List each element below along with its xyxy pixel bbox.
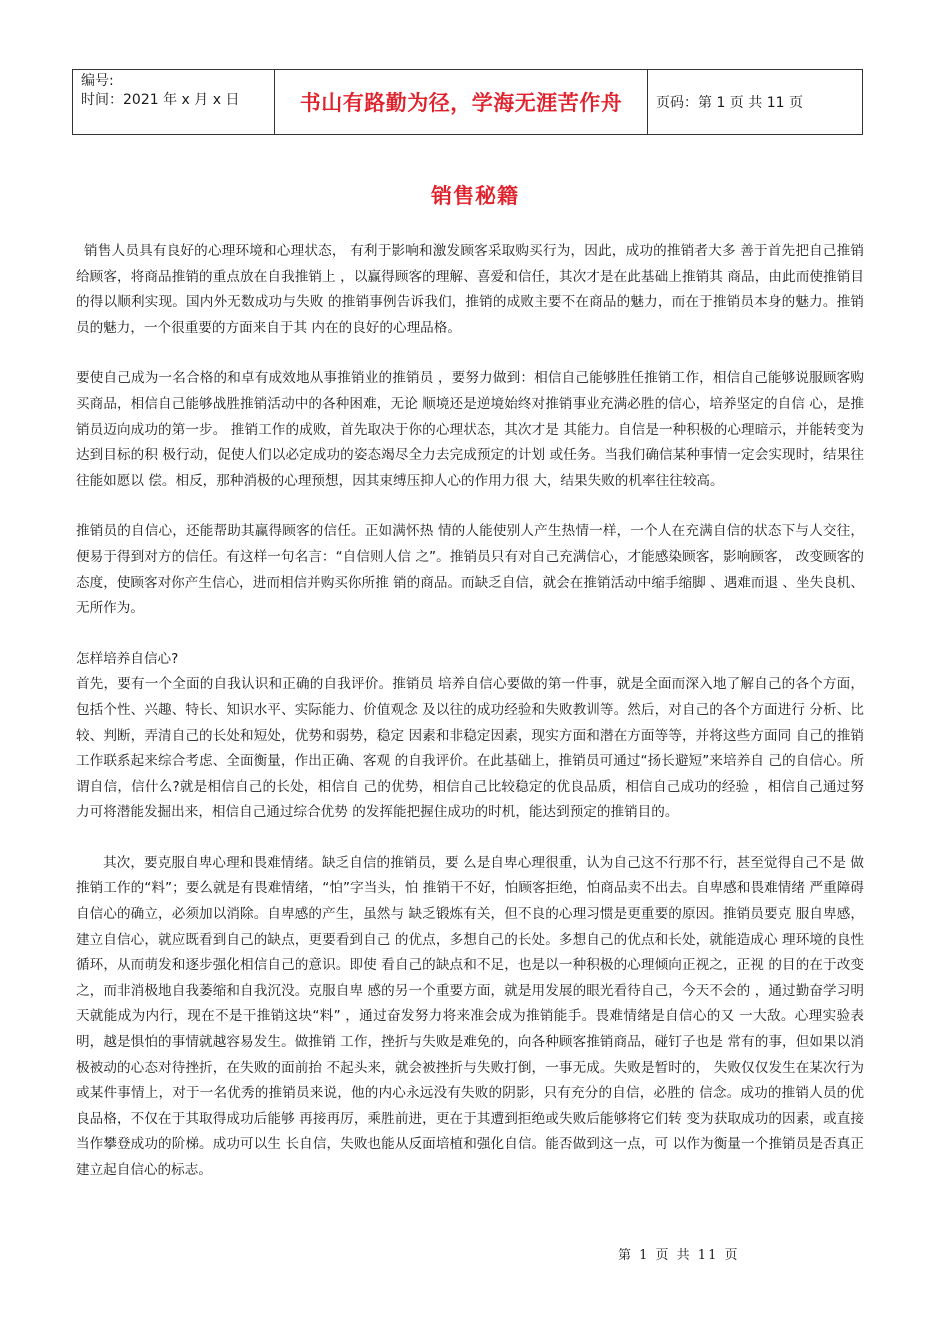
header-page-info: 页码：第 1 页 共 11 页 [656, 95, 803, 111]
body-paragraph: 销售人员具有良好的心理环境和心理状态， 有利于影响和激发顾客采取购买行为，因此，成功的推销者大多 善于首先把自己推销给顾客，将商品推销的重点放在自我推销上 ，以赢得顾客的理解、喜爱和信任，其次才是在此基础上推销其 商品，由此而使推销目的得以顺利实现。国内外无数成功与失败 的推销事例告诉我们，推销的成败主要不在商品的魅力，而在于推销员本身的魅力。推销员的魅力，一个很重要的方面来自于其 内在的良好的心理品格。 [76, 243, 864, 336]
body-paragraph: 首先，要有一个全面的自我认识和正确的自我评价。推销员 培养自信心要做的第一件事，就是全面而深入地了解自己的各个方面，包括个性、兴趣、特长、知识水平、实际能力、价值观念 及以往的成功经验和失败教训等。然后，对自己的各个方面进行 分析、比较、判断，弄清自己的长处和短处，优势和弱势，稳定 因素和非稳定因素，现实方面和潜在方面等等，并将这些方面同 自己的推销工作联系起来综合考虑、全面衡量，作出正确、客观 的自我评价。在此基础上，推销员可通过“扬长避短”来培养自 己的自信心。所谓自信，信什么?就是相信自己的长处，相信自 己的优势，相信自己比较稳定的优良品质，相信自己成功的经验 ，相信自己通过努力可将潜能发掘出来，相信自己通过综合优势 的发挥能把握住成功的时机，能达到预定的推销目的。 [76, 676, 864, 821]
document-number-label: 编号: [81, 73, 114, 89]
body-paragraph: 其次，要克服自卑心理和畏难情绪。缺乏自信的推销员，要 么是自卑心理很重，认为自己这不行那不行，甚至觉得自己不是 做推销工作的“料”；要么就是有畏难情绪，“怕”字当头，怕 推销干不好，怕顾客拒绝，怕商品卖不出去。自卑感和畏难情绪 严重障碍自信心的确立，必须加以消除。自卑感的产生，虽然与 缺乏锻炼有关，但不良的心理习惯是更重要的原因。推销员要克 服自卑感，建立自信心，就应既看到自己的缺点，更要看到自己 的优点，多想自己的长处。多想自己的优点和长处，就能造成心 理环境的良性循环，从而萌发和逐步强化相信自己的意识。即使 看自己的缺点和不足，也是以一种积极的心理倾向正视之，正视 的目的在于改变之，而非消极地自我萎缩和自我沉没。克服自卑 感的另一个重要方面，就是用发展的眼光看待自己，今天不会的 ，通过勤奋学习明天就能成为内行，现在不是干推销这块“料” ，通过奋发努力将来准会成为推销能手。畏难情绪是自信心的又 一大敌。心理实验表明，越是惧怕的事情就越容易发生。做推销 工作，挫折与失败是难免的，向各种顾客推销商品，碰钉子也是 常有的事，但如果以消极被动的心态对待挫折，在失败的面前抬 不起头来，就会被挫折与失败打倒，一事无成。失败是暂时的， 失败仅仅发生在某次行为或某件事情上，对于一名优秀的推销员来说，他的内心永远没有失败的阴影，只有充分的自信，必胜的 信念。成功的推销人员的优良品格，不仅在于其取得成功后能够 再接再厉，乘胜前进，更在于其遭到拒绝或失败后能够将它们转 变为获取成功的因素，或直接当作攀登成功的阶梯。成功可以生 长自信，失败也能从反面培植和强化自信。能否做到这一点，可 以作为衡量一个推销员是否真正建立起自信心的标志。 [76, 854, 864, 1178]
body-paragraph: 推销员的自信心，还能帮助其赢得顾客的信任。正如满怀热 情的人能使别人产生热情一样，一个人在充满自信的状态下与人交往，便易于得到对方的信任。有这样一句名言：“自信则人信 之”。推销员只有对自己充满信心，才能感染顾客，影响顾客， 改变顾客的态度，使顾客对你产生信心，进而相信并购买你所推 销的商品。而缺乏自信，就会在推销活动中缩手缩脚 、遇难而退 、坐失良机、无所作为。 [76, 523, 864, 617]
header-table [72, 69, 863, 135]
page-footer: 第 1 页 共 11 页 [618, 1248, 740, 1263]
document-time-label: 时间：2021 年 x 月 x 日 [81, 92, 240, 108]
document-title: 销售秘籍 [431, 184, 519, 208]
document-body [76, 239, 864, 1184]
header-meta-cell [73, 70, 275, 134]
section-heading: 怎样培养自信心? [76, 650, 179, 667]
header-motto: 书山有路勤为径，学海无涯苦作舟 [275, 70, 648, 134]
body-paragraph: 要使自己成为一名合格的和卓有成效地从事推销业的推销员 ，要努力做到：相信自己能够胜任推销工作，相信自己能够说服顾客购买商品，相信自己能够战胜推销活动中的各种困难，无论 顺境还是逆境始终对推销事业充满必胜的信心，培养坚定的自信 心，是推销员迈向成功的第一步。 推销工作的成败，首先取决于你的心理状态，其次才是 其能力。自信是一种积极的心理暗示，并能转变为达到目标的积 极行动，促使人们以必定成功的姿态竭尽全力去完成预定的计划 或任务。当我们确信某种事情一定会实现时，结果往往能如愿以 偿。相反，那种消极的心理预想，因其束缚压抑人心的作用力很 大，结果失败的机率往往较高。 [76, 370, 864, 489]
